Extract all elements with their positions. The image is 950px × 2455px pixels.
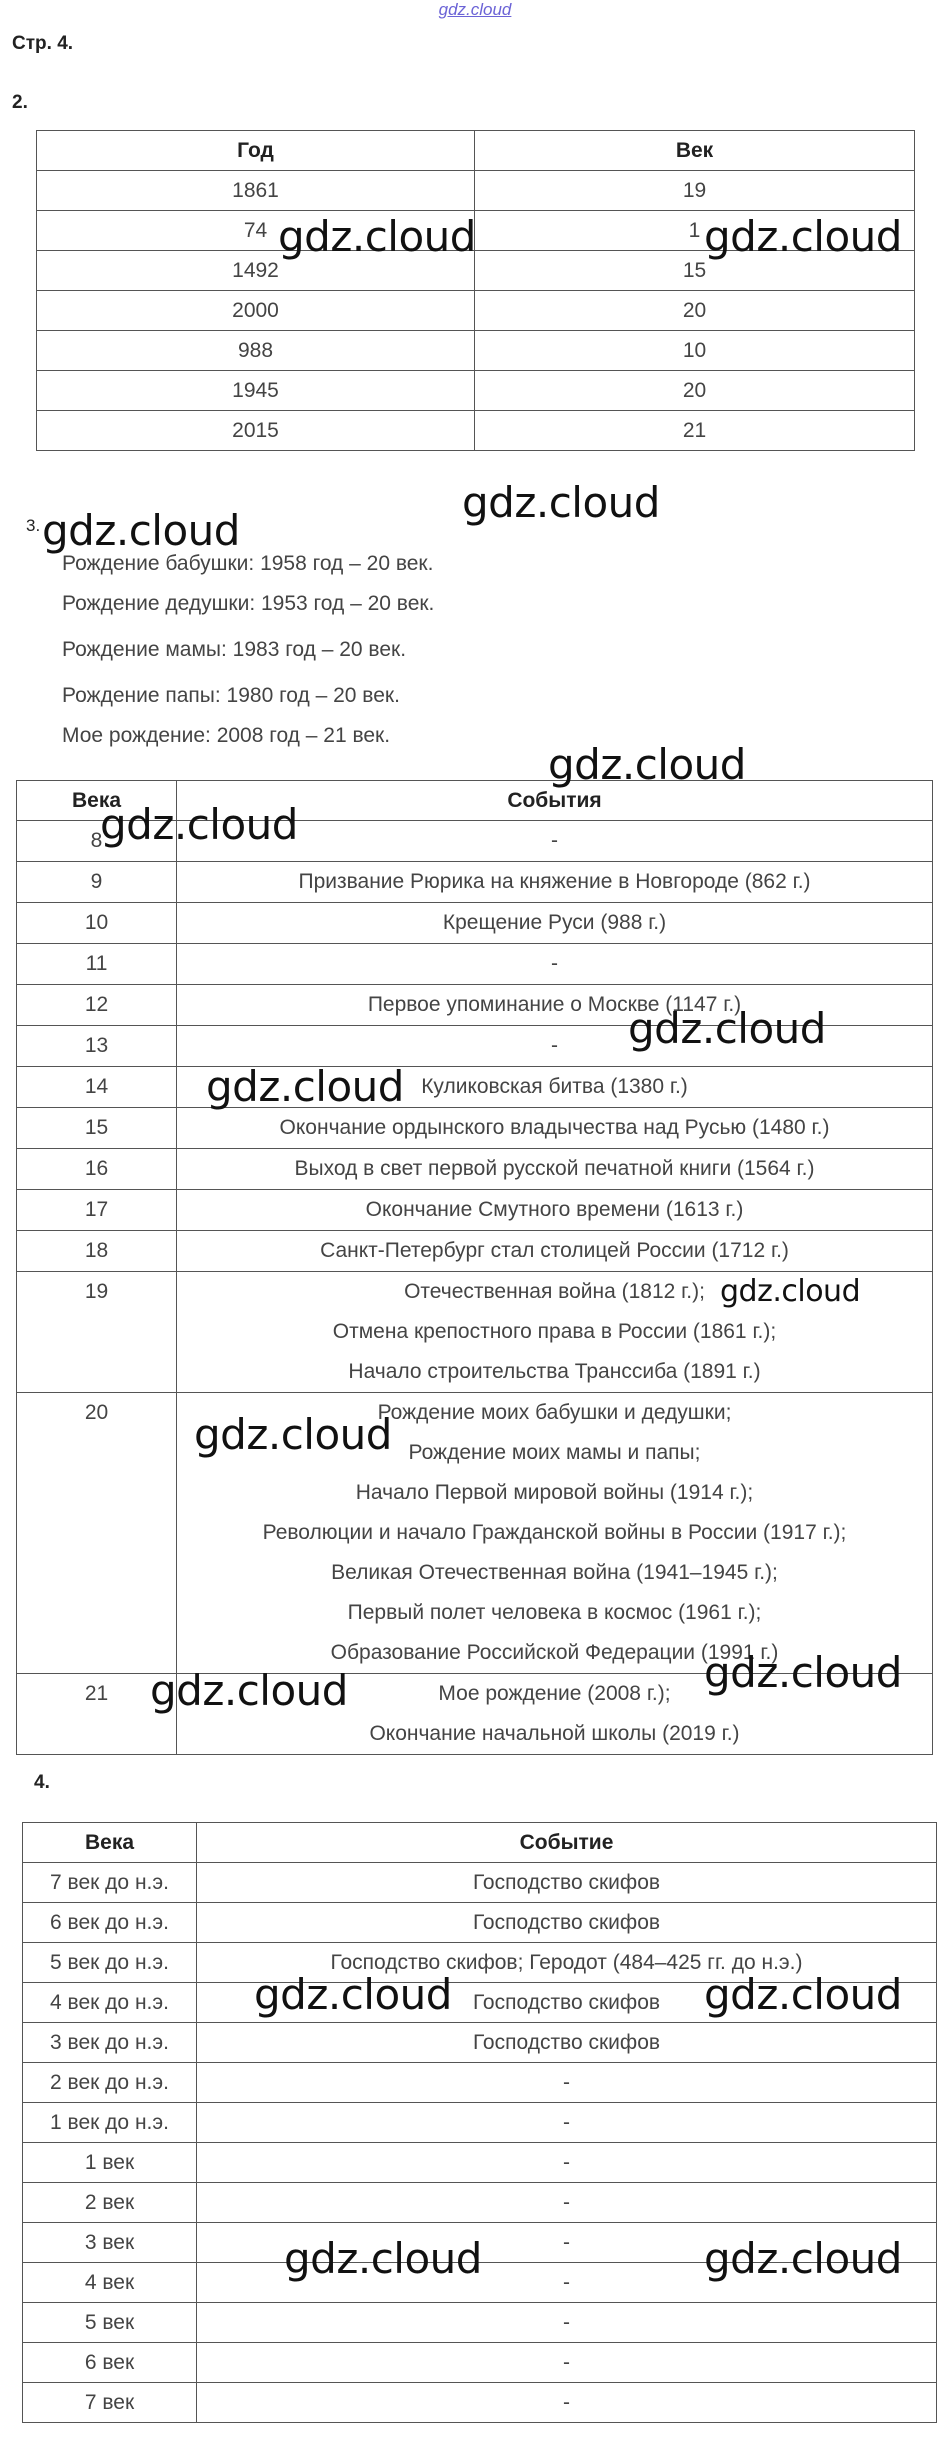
table-row <box>37 251 915 291</box>
ancient-centuries-table <box>22 1822 937 2423</box>
century-cell: 2 век <box>23 2183 197 2223</box>
century-cell: 3 век до н.э. <box>23 2023 197 2063</box>
century-cell: 5 век до н.э. <box>23 1943 197 1983</box>
event-cell: - <box>197 2183 937 2223</box>
header-events: События <box>177 781 933 821</box>
event-line: Окончание ордынского владычества над Русью (1480 г.) <box>279 1116 830 1139</box>
page-label: Стр. 4. <box>12 33 74 54</box>
centuries-events-table <box>16 780 933 1755</box>
century-cell: 4 век <box>23 2263 197 2303</box>
table-row <box>23 2383 937 2423</box>
table-row <box>17 1067 933 1108</box>
table-row <box>23 2263 937 2303</box>
events-cell <box>177 1231 933 1272</box>
event-line: - <box>551 952 558 975</box>
table-row <box>37 331 915 371</box>
list-item: Рождение мамы: 1983 год – 20 век. <box>62 638 407 661</box>
century-cell: 16 <box>17 1149 177 1190</box>
watermark: gdz.cloud <box>206 1062 404 1111</box>
table-row <box>37 211 915 251</box>
century-cell: 7 век <box>23 2383 197 2423</box>
century-cell: 11 <box>17 944 177 985</box>
watermark: gdz.cloud <box>704 212 902 261</box>
event-line: Первый полет человека в космос (1961 г.); <box>347 1601 762 1624</box>
event-cell: Господство скифов <box>197 1983 937 2023</box>
watermark: gdz.cloud <box>704 2234 902 2283</box>
list-item: Рождение папы: 1980 год – 20 век. <box>62 684 400 707</box>
century-cell: 15 <box>475 251 915 291</box>
event-cell: - <box>197 2303 937 2343</box>
events-cell <box>177 862 933 903</box>
watermark: gdz.cloud <box>42 506 240 555</box>
century-cell: 20 <box>17 1393 177 1674</box>
table-row <box>17 821 933 862</box>
event-cell: - <box>197 2383 937 2423</box>
event-line: - <box>551 829 558 852</box>
event-line: Первое упоминание о Москве (1147 г.) <box>367 993 742 1016</box>
table-row <box>23 1983 937 2023</box>
table-row <box>23 1863 937 1903</box>
table-row <box>17 903 933 944</box>
century-cell: 1 <box>475 211 915 251</box>
century-cell: 8 <box>17 821 177 862</box>
event-line: Образование Российской Федерации (1991 г.) <box>330 1641 779 1664</box>
events-cell <box>177 985 933 1026</box>
century-cell: 7 век до н.э. <box>23 1863 197 1903</box>
year-cell: 1492 <box>37 251 475 291</box>
header-year: Год <box>37 131 475 171</box>
watermark: gdz.cloud <box>720 1274 861 1309</box>
list-item: Рождение дедушки: 1953 год – 20 век. <box>62 592 435 615</box>
events-cell <box>177 1393 933 1674</box>
watermark: gdz.cloud <box>704 1970 902 2019</box>
table-row <box>17 1393 933 1674</box>
century-cell: 20 <box>475 371 915 411</box>
century-cell: 10 <box>475 331 915 371</box>
table-row <box>17 985 933 1026</box>
watermark: gdz.cloud <box>628 1004 826 1053</box>
header-event: Событие <box>197 1823 937 1863</box>
event-line: Отмена крепостного права в России (1861 г.); <box>332 1320 777 1343</box>
header-centuries: Века <box>17 781 177 821</box>
event-cell: - <box>197 2143 937 2183</box>
event-cell: - <box>197 2223 937 2263</box>
century-cell: 10 <box>17 903 177 944</box>
table-row <box>17 862 933 903</box>
top-watermark[interactable]: gdz.cloud <box>438 0 512 19</box>
century-cell: 19 <box>475 171 915 211</box>
table-row <box>17 1108 933 1149</box>
century-cell: 4 век до н.э. <box>23 1983 197 2023</box>
list-item: Рождение бабушки: 1958 год – 20 век. <box>62 552 434 575</box>
table-row <box>23 1943 937 1983</box>
century-cell: 17 <box>17 1190 177 1231</box>
event-cell: - <box>197 2103 937 2143</box>
events-cell <box>177 1108 933 1149</box>
events-cell <box>177 1067 933 1108</box>
century-cell: 18 <box>17 1231 177 1272</box>
year-cell: 2000 <box>37 291 475 331</box>
table-row <box>17 944 933 985</box>
year-cell: 1945 <box>37 371 475 411</box>
table-row <box>23 2343 937 2383</box>
event-line: Окончание Смутного времени (1613 г.) <box>365 1198 744 1221</box>
watermark: gdz.cloud <box>194 1410 392 1459</box>
year-cell: 1861 <box>37 171 475 211</box>
table-row <box>23 2183 937 2223</box>
century-cell: 19 <box>17 1272 177 1393</box>
century-cell: 21 <box>475 411 915 451</box>
event-line: Великая Отечественная война (1941–1945 г.); <box>331 1561 778 1584</box>
century-cell: 9 <box>17 862 177 903</box>
task4-number: 4. <box>34 1772 50 1793</box>
table-row <box>37 371 915 411</box>
century-cell: 12 <box>17 985 177 1026</box>
event-line: Революции и начало Гражданской войны в России (1917 г.); <box>262 1521 847 1544</box>
event-cell: Господство скифов <box>197 2023 937 2063</box>
event-line: Выход в свет первой русской печатной книги (1564 г.) <box>294 1157 815 1180</box>
century-cell: 13 <box>17 1026 177 1067</box>
event-cell: - <box>197 2343 937 2383</box>
century-cell: 3 век <box>23 2223 197 2263</box>
table-row <box>23 2303 937 2343</box>
header-century: Век <box>475 131 915 171</box>
event-line: Окончание начальной школы (2019 г.) <box>369 1722 740 1745</box>
watermark: gdz.cloud <box>150 1666 348 1715</box>
year-cell: 2015 <box>37 411 475 451</box>
events-cell <box>177 903 933 944</box>
task3-number: 3. <box>26 516 41 535</box>
watermark: gdz.cloud <box>278 212 476 261</box>
century-cell: 6 век <box>23 2343 197 2383</box>
century-cell: 14 <box>17 1067 177 1108</box>
table-row <box>23 2103 937 2143</box>
event-line: Куликовская битва (1380 г.) <box>421 1075 688 1098</box>
table-row <box>23 2143 937 2183</box>
table-row <box>23 2023 937 2063</box>
table-row <box>17 1190 933 1231</box>
watermark: gdz.cloud <box>548 740 746 789</box>
events-cell <box>177 1190 933 1231</box>
table-row <box>23 2223 937 2263</box>
event-cell: Господство скифов; Геродот (484–425 гг. до н.э.) <box>197 1943 937 1983</box>
table-row <box>17 1149 933 1190</box>
table-row <box>37 411 915 451</box>
event-line: Рождение моих мамы и папы; <box>408 1441 701 1464</box>
table-row <box>37 291 915 331</box>
table-row <box>17 1674 933 1755</box>
events-cell <box>177 1149 933 1190</box>
event-line: Начало строительства Транссиба (1891 г.) <box>348 1360 761 1383</box>
century-cell: 1 век <box>23 2143 197 2183</box>
table-row <box>23 1903 937 1943</box>
event-line: Отечественная война (1812 г.); <box>404 1280 705 1303</box>
table-row <box>17 1272 933 1393</box>
century-cell: 5 век <box>23 2303 197 2343</box>
events-cell <box>177 1674 933 1755</box>
event-line: Рождение моих бабушки и дедушки; <box>377 1401 732 1424</box>
century-cell: 20 <box>475 291 915 331</box>
table-row <box>37 171 915 211</box>
event-cell: - <box>197 2063 937 2103</box>
events-cell <box>177 1272 933 1393</box>
watermark: gdz.cloud <box>254 1970 452 2019</box>
century-cell: 6 век до н.э. <box>23 1903 197 1943</box>
watermark: gdz.cloud <box>704 1648 902 1697</box>
list-item: Мое рождение: 2008 год – 21 век. <box>62 724 391 747</box>
year-cell: 74 <box>37 211 475 251</box>
table-row <box>23 2063 937 2103</box>
event-line: Мое рождение (2008 г.); <box>438 1682 671 1705</box>
table-row <box>17 1231 933 1272</box>
event-line: Призвание Рюрика на княжение в Новгороде (862 г.) <box>298 870 811 893</box>
event-cell: - <box>197 2263 937 2303</box>
events-cell <box>177 821 933 862</box>
year-century-table <box>36 130 915 451</box>
event-line: Крещение Руси (988 г.) <box>442 911 667 934</box>
watermark: gdz.cloud <box>462 478 660 527</box>
year-cell: 988 <box>37 331 475 371</box>
event-cell: Господство скифов <box>197 1903 937 1943</box>
header-centuries: Века <box>23 1823 197 1863</box>
century-cell: 21 <box>17 1674 177 1755</box>
century-cell: 2 век до н.э. <box>23 2063 197 2103</box>
watermark: gdz.cloud <box>284 2234 482 2283</box>
century-cell: 1 век до н.э. <box>23 2103 197 2143</box>
event-line: - <box>551 1034 558 1057</box>
watermark: gdz.cloud <box>100 800 298 849</box>
events-cell <box>177 944 933 985</box>
task2-number: 2. <box>12 92 28 113</box>
event-line: Санкт-Петербург стал столицей России (1712 г.) <box>320 1239 789 1262</box>
events-cell <box>177 1026 933 1067</box>
century-cell: 15 <box>17 1108 177 1149</box>
event-cell: Господство скифов <box>197 1863 937 1903</box>
event-line: Начало Первой мировой войны (1914 г.); <box>355 1481 754 1504</box>
table-row <box>17 1026 933 1067</box>
